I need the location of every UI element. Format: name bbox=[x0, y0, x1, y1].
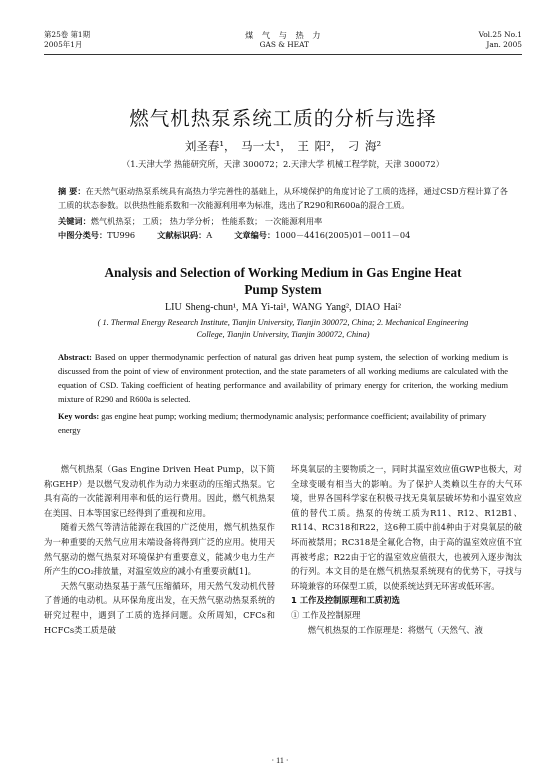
page-number: · 11 · bbox=[271, 756, 289, 765]
paragraph: 燃气机热泵的工作原理是：将燃气（天然气、液 bbox=[307, 624, 483, 635]
abstract-cn-label: 摘 要： bbox=[58, 186, 86, 196]
affiliation-cn: （1.天津大学 热能研究所，天津 300072；2.天津大学 机械工程学院，天津 300072） bbox=[121, 159, 445, 169]
article-number: 文章编号：1000－4416(2005)01－0011－04 bbox=[234, 230, 411, 240]
volume-number: Vol.25 No.1 bbox=[478, 30, 522, 39]
header-right bbox=[479, 30, 522, 50]
title-en-line2: Pump System bbox=[244, 282, 322, 297]
keywords-cn bbox=[58, 215, 508, 228]
issue-date-en: Jan. 2005 bbox=[486, 40, 522, 49]
section-heading: 1 工作及控制原理和工质初选 bbox=[291, 595, 400, 606]
issue-number: 第25卷 第1期 bbox=[44, 30, 91, 39]
subsection-heading: ① 工作及控制原理 bbox=[291, 609, 361, 620]
journal-name-en: GAS & HEAT bbox=[259, 40, 309, 49]
title-en bbox=[44, 264, 522, 298]
paragraph: 坏臭氧层的主要物质之一，同时其温室效应值GWP也极大，对全球变暖有相当大的影响。为了保护人类赖以生存的大气环境，世界各国科学家在积极寻找无臭氧层破坏势和小温室效应值的替代工质。热泵的传统工质为R11、R12、R12B1、R114、RC318和R22，这6种工质中前4种由于对臭氧层的破坏而被禁用；RC318是全氟化合物，由于高的温室效应值不宜再被考虑；R22由于它的温室效应值很大，也被列入逐步淘汰的行列。本文目的是在燃气机热泵系统现有的优势下，寻找与环境兼容的环保型工质，以使系统达到无环害或低环害。 bbox=[291, 464, 522, 591]
paragraph: 随着天然气等清洁能源在我国的广泛使用，燃气机热泵作为一种重要的天然气应用末端设备将得到广泛的应用。使用天然气驱动的燃气热泵对环境保护有重要意义，能减少电力生产所产生的CO₂排放量，对温室效应的减小有重要贡献[1]。 bbox=[44, 522, 275, 577]
classification-line bbox=[58, 229, 508, 242]
abstract-en bbox=[58, 351, 508, 407]
header-rule bbox=[44, 54, 522, 55]
clc-code: 中图分类号：TU996 bbox=[58, 230, 136, 240]
abstract-en-text: Based on upper thermodynamic perfection of natural gas driven heat pump system, the selection of working medium is discussed from the point of view of environment protection, and the state parameters of all working mediums are calculated with the equation of CSD. Taking coefficient of heating performance and availability of primary energy for criterion, the working medium mixture of R290 and R600a is selected. bbox=[58, 353, 508, 404]
title-en-line1: Analysis and Selection of Working Medium in Gas Engine Heat bbox=[104, 265, 462, 280]
keywords-en-text: gas engine heat pump; working medium; thermodynamic analysis; performance coefficient; availability of primary energy bbox=[58, 412, 487, 435]
column-right bbox=[291, 462, 522, 637]
header-left bbox=[44, 30, 90, 50]
keywords-en-label: Key words: bbox=[58, 412, 100, 421]
abstract-cn bbox=[58, 184, 508, 212]
keywords-cn-text: 燃气机热泵； 工质； 热力学分析； 性能系数； 一次能源利用率 bbox=[90, 216, 323, 226]
issue-date: 2005年1月 bbox=[44, 40, 83, 49]
header-center bbox=[245, 30, 323, 50]
affiliation-en: ( 1. Thermal Energy Research Institute, Tianjin University, Tianjin 300072, China; 2. Mechanical Engineering College, Tianjin University, Tianjin 300072, China) bbox=[97, 318, 469, 339]
column-left bbox=[44, 462, 275, 637]
title-cn: 燃气机热泵系统工质的分析与选择 bbox=[129, 107, 437, 130]
running-header bbox=[44, 30, 522, 50]
authors-en: LIU Sheng-chun¹, MA Yi-tai¹, WANG Yang², DIAO Hai² bbox=[165, 302, 401, 313]
authors-cn: 刘圣春¹， 马一太¹， 王 阳²， 刁 海² bbox=[184, 139, 382, 153]
keywords-en bbox=[58, 410, 508, 438]
keywords-cn-label: 关键词： bbox=[58, 216, 91, 226]
paragraph: 天然气驱动热泵基于蒸气压缩循环，用天然气发动机代替了普通的电动机。从环保角度出发，在天然气驱动热泵系统的研究过程中，遇到了工质的选择问题。众所周知，CFCs和HCFCs类工质是破 bbox=[44, 580, 275, 635]
abstract-en-label: Abstract: bbox=[58, 353, 92, 362]
body-text bbox=[44, 462, 522, 637]
doc-code: 文献标识码：A bbox=[157, 230, 213, 240]
journal-name-cn: 煤 气 与 热 力 bbox=[245, 30, 324, 40]
paragraph: 燃气机热泵（Gas Engine Driven Heat Pump，以下简称GEHP）是以燃气发动机作为动力来驱动的压缩式热泵。它具有高的一次能源利用率和低的运行费用。因此，燃气机热泵在美国、日本等国家已经得到了重视和应用。 bbox=[44, 464, 275, 518]
abstract-cn-text: 在天然气驱动热泵系统具有高热力学完善性的基础上，从环境保护的角度讨论了工质的选择，通过CSD方程计算了各工质的状态参数。以供热性能系数和一次能源利用率为标准，选出了R290和R600a的混合工质。 bbox=[58, 186, 508, 210]
